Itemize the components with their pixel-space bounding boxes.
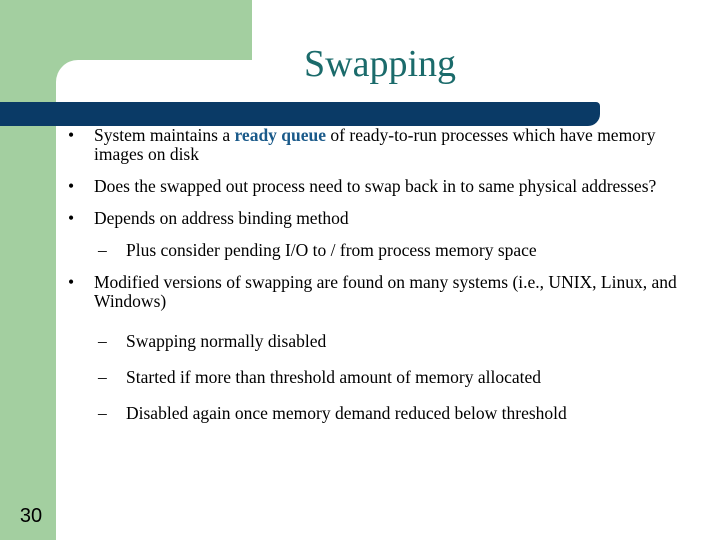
bullet-text: of ready-to-run processes which have memory images on disk: [94, 125, 656, 164]
bullet-marker: •: [68, 176, 75, 196]
bullet-text: Depends on address binding method: [94, 208, 349, 228]
highlight-term: ready queue: [234, 125, 327, 145]
slide-title: Swapping: [304, 43, 456, 85]
bullet-marker: •: [68, 272, 75, 292]
sub-bullet-text: Disabled again once memory demand reduced below threshold: [126, 403, 567, 423]
sub-bullet-marker: –: [98, 403, 107, 423]
bullet-text: Modified versions of swapping are found on many systems (i.e., UNIX, Linux, and Windows): [94, 272, 677, 311]
bullet-item: [66, 177, 686, 196]
sub-bullet-text: Swapping normally disabled: [126, 331, 327, 351]
sub-bullet-text: Started if more than threshold amount of memory allocated: [126, 367, 542, 387]
slide-number: 30: [19, 505, 43, 527]
bullet-marker: •: [68, 125, 75, 145]
bullet-item: [66, 209, 686, 228]
sub-bullet-marker: –: [98, 331, 107, 351]
sub-bullet-item: [66, 403, 686, 423]
bullet-item: [66, 273, 686, 311]
bullet-text: System maintains a: [94, 125, 235, 145]
title-underline-bar: [0, 102, 600, 126]
sub-bullet-text: Plus consider pending I/O to / from process memory space: [126, 240, 537, 260]
bullet-item: [66, 126, 686, 164]
sub-bullet-item: [66, 367, 686, 387]
slide-content: [66, 126, 686, 423]
sub-bullet-item: [66, 331, 686, 351]
sub-bullet-marker: –: [98, 367, 107, 387]
sub-bullet-marker: –: [98, 240, 107, 260]
bullet-text: Does the swapped out process need to swap back in to same physical addresses?: [94, 176, 657, 196]
sub-bullet-item: [66, 240, 686, 260]
bullet-marker: •: [68, 208, 75, 228]
